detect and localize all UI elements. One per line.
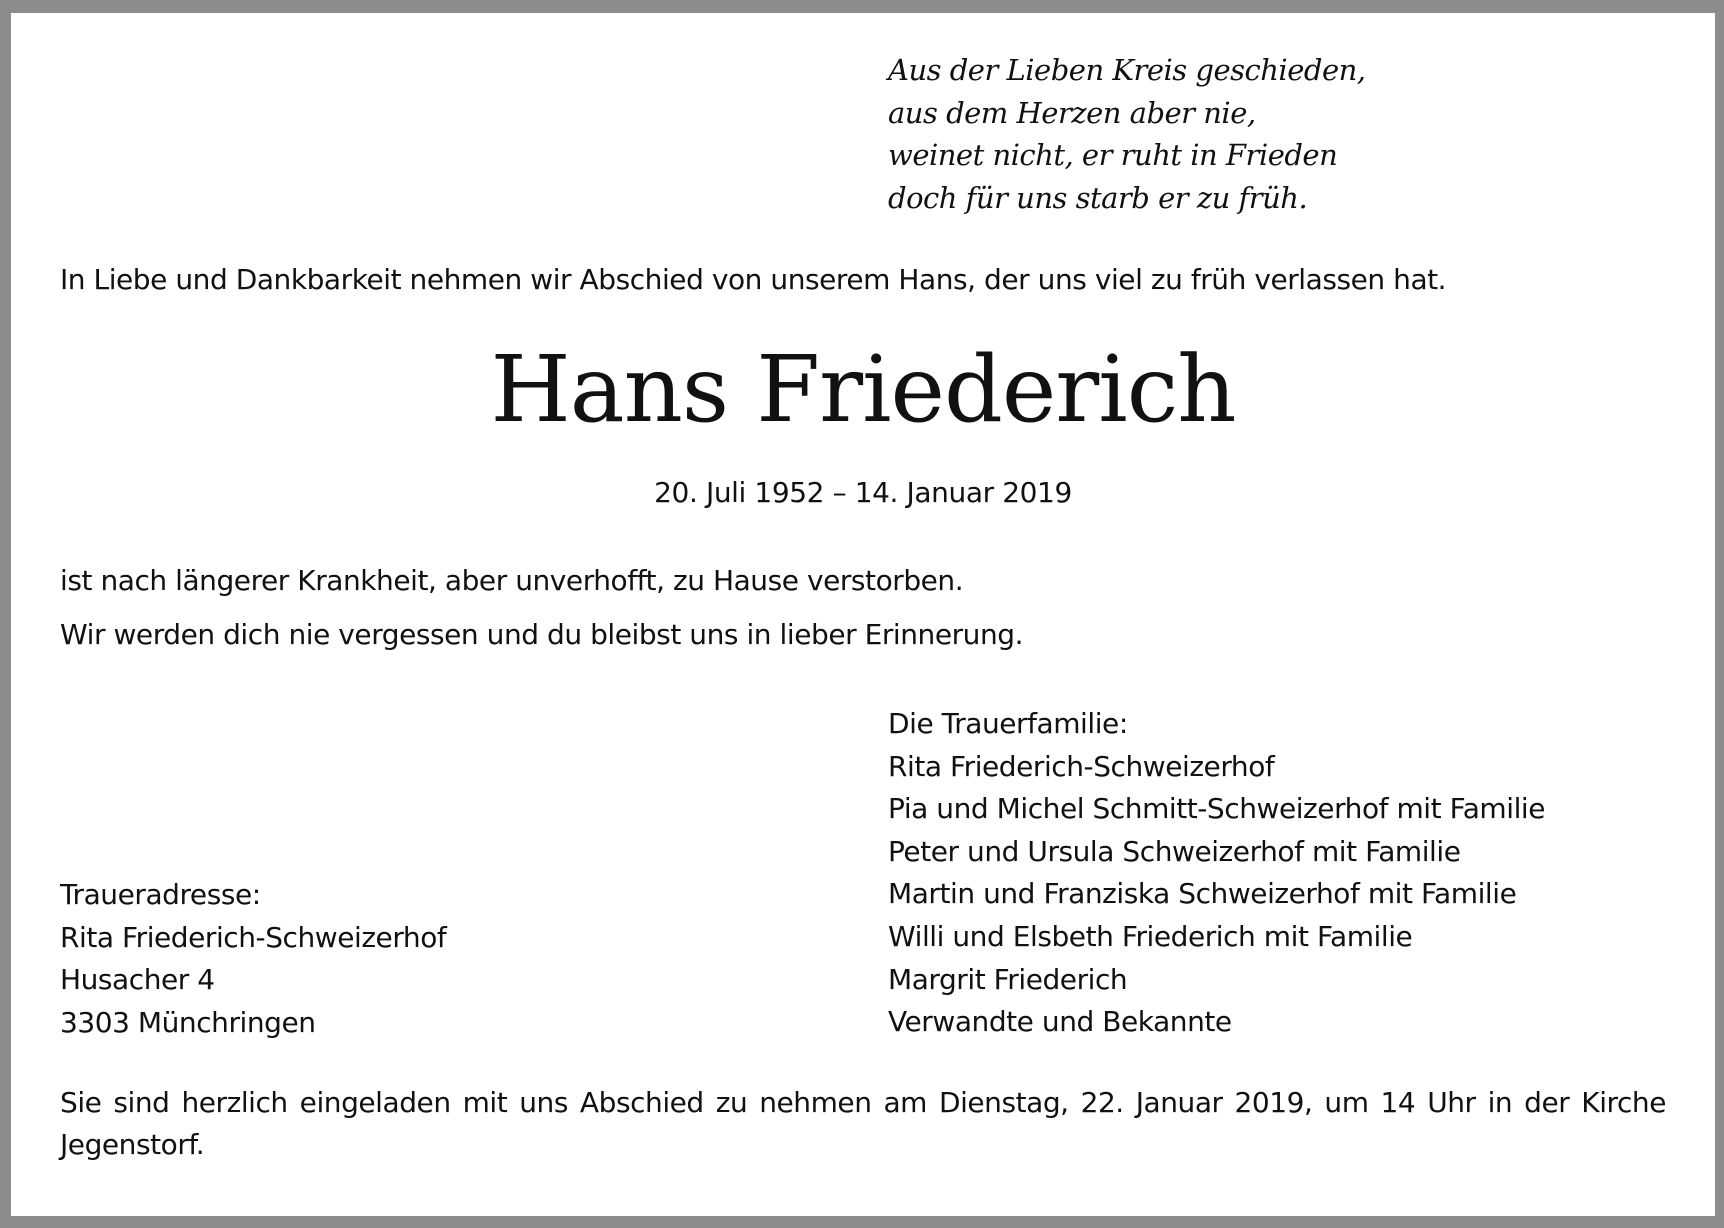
family-member: Willi und Elsbeth Friederich mit Familie: [888, 919, 1413, 953]
message-line: Wir werden dich nie vergessen und du bleibst uns in lieber Erinnerung.: [60, 618, 1024, 651]
family-member: Margrit Friederich: [888, 962, 1128, 996]
family-member: Martin und Franziska Schweizerhof mit Familie: [888, 877, 1517, 911]
address-heading: Traueradresse:: [60, 878, 261, 911]
address-street: Husacher 4: [60, 963, 215, 997]
mourning-family: [888, 703, 1545, 1044]
family-member: Pia und Michel Schmitt-Schweizerhof mit Familie: [888, 792, 1546, 826]
family-member: Verwandte und Bekannte: [888, 1005, 1232, 1039]
mourning-address: [60, 874, 446, 1044]
poem-line: Aus der Lieben Kreis geschieden,: [888, 53, 1366, 87]
deceased-name: Hans Friederich: [490, 336, 1236, 443]
family-member: Rita Friederich-Schweizerhof: [888, 749, 1275, 783]
poem-line: doch für uns starb er zu früh.: [888, 180, 1308, 215]
invitation-text: Sie sind herzlich eingeladen mit uns Abschied zu nehmen am Dienstag, 22. Januar 2019, um 14 Uhr in der Kirche Jegenstorf.: [60, 1086, 1666, 1161]
address-name: Rita Friederich-Schweizerhof: [60, 920, 447, 954]
family-heading: Die Trauerfamilie:: [888, 707, 1128, 740]
poem-line: aus dem Herzen aber nie,: [888, 95, 1256, 130]
life-dates: 20. Juli 1952 – 14. Januar 2019: [654, 476, 1072, 509]
message-line: ist nach längerer Krankheit, aber unverhofft, zu Hause verstorben.: [60, 564, 964, 597]
obituary-notice: [11, 13, 1715, 1216]
address-city: 3303 Münchringen: [60, 1005, 316, 1039]
intro-text: In Liebe und Dankbarkeit nehmen wir Abschied von unserem Hans, der uns viel zu früh verlassen hat.: [60, 263, 1447, 296]
poem-line: weinet nicht, er ruht in Frieden: [888, 138, 1338, 172]
family-member: Peter und Ursula Schweizerhof mit Familie: [888, 834, 1461, 868]
poem: [888, 49, 1366, 219]
